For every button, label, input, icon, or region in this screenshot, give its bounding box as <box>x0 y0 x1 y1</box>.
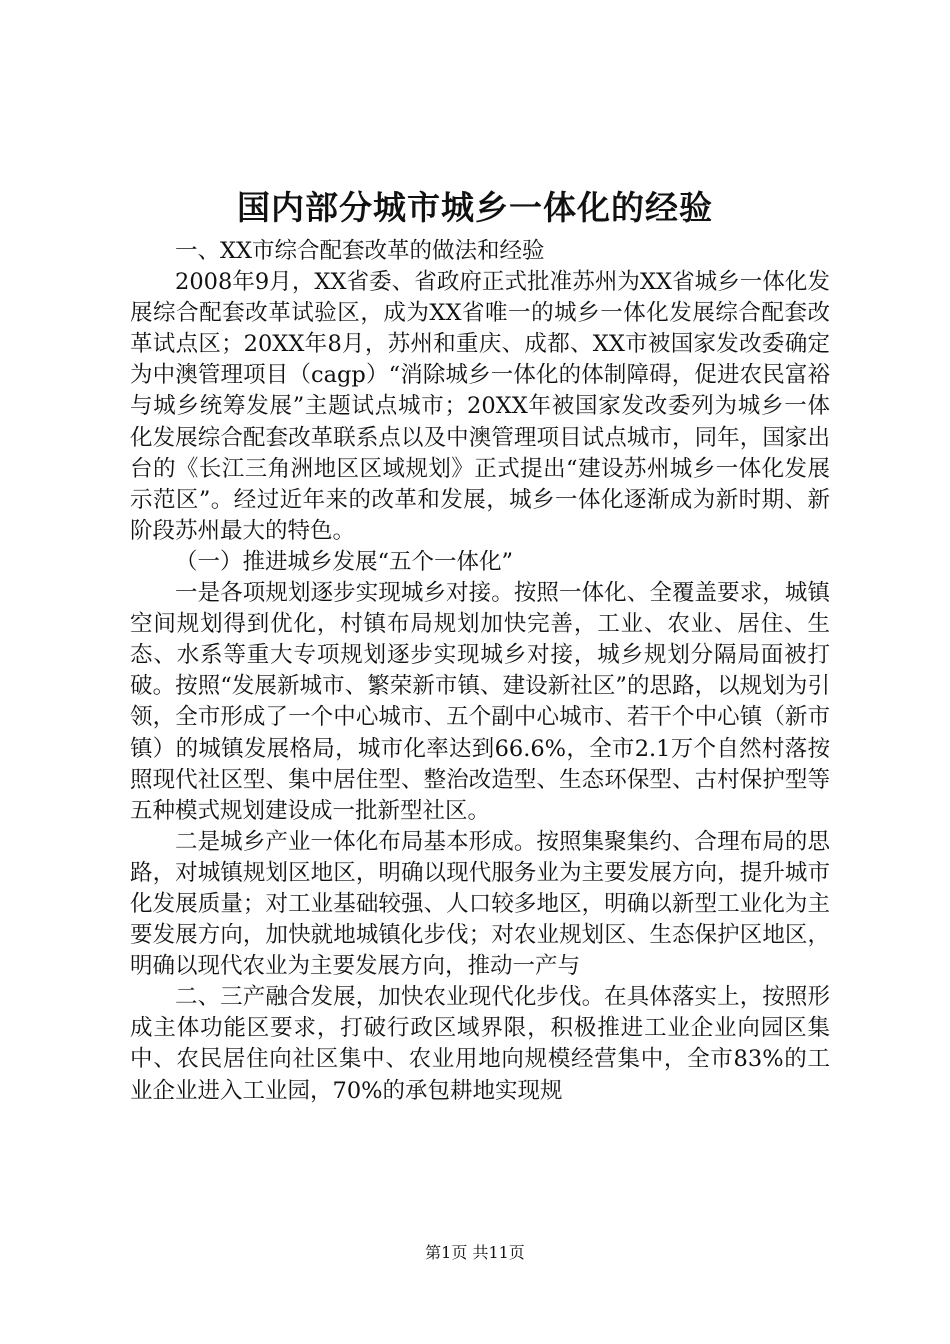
document-title: 国内部分城市城乡一体化的经验 <box>237 188 713 227</box>
paragraph: 二是城乡产业一体化布局基本形成。按照集聚集约、合理布局的思路，对城镇规划区地区，明确以现代服务业为主要发展方向，提升城市化发展质量；对工业基础较强、人口较多地区，明确以新型工业化为主要发展方向，加快就地城镇化步伐；对农业规划区、生态保护区地区，明确以现代农业为主要发展方向，推动一产与 <box>130 828 830 980</box>
section-heading: 一、XX市综合配套改革的做法和经验 <box>175 238 545 264</box>
paragraph: 一是各项规划逐步实现城乡对接。按照一体化、全覆盖要求，城镇空间规划得到优化，村镇布局规划加快完善，工业、农业、居住、生态、水系等重大专项规划逐步实现城乡对接，城乡规划分隔局面被打破。按照“发展新城市、繁荣新市镇、建设新社区”的思路，以规划为引领，全市形成了一个中心城市、五个副中心城市、若干个中心镇（新市镇）的城镇发展格局，城市化率达到66.6%，全市2.1万个自然村落按照现代社区型、集中居住型、整治改造型、生态环保型、古村保护型等五种模式规划建设成一批新型社区。 <box>130 580 830 824</box>
paragraph: 2008年9月，XX省委、省政府正式批准苏州为XX省城乡一体化发展综合配套改革试验区，成为XX省唯一的城乡一体化发展综合配套改革试点区；20XX年8月，苏州和重庆、成都、XX市被国家发改委确定为中澳管理项目（cagp）“消除城乡一体化的体制障碍，促进农民富裕与城乡统筹发展”主题试点城市；20XX年被国家发改委列为城乡一体化发展综合配套改革联系点以及中澳管理项目试点城市，同年，国家出台的《长江三角洲地区区域规划》正式提出“建设苏州城乡一体化发展示范区”。经过近年来的改革和发展，城乡一体化逐渐成为新时期、新阶段苏州最大的特色。 <box>130 269 830 544</box>
page-number-footer: 第1页 共11页 <box>425 1243 525 1262</box>
document-body <box>130 236 830 1107</box>
paragraph: 二、三产融合发展，加快农业现代化步伐。在具体落实上，按照形成主体功能区要求，打破行政区域界限，积极推进工业企业向园区集中、农民居住向社区集中、农业用地向规模经营集中，全市83%的工业企业进入工业园，70%的承包耕地实现规 <box>130 984 830 1104</box>
subsection-heading: （一）推进城乡发展“五个一体化” <box>175 548 514 575</box>
